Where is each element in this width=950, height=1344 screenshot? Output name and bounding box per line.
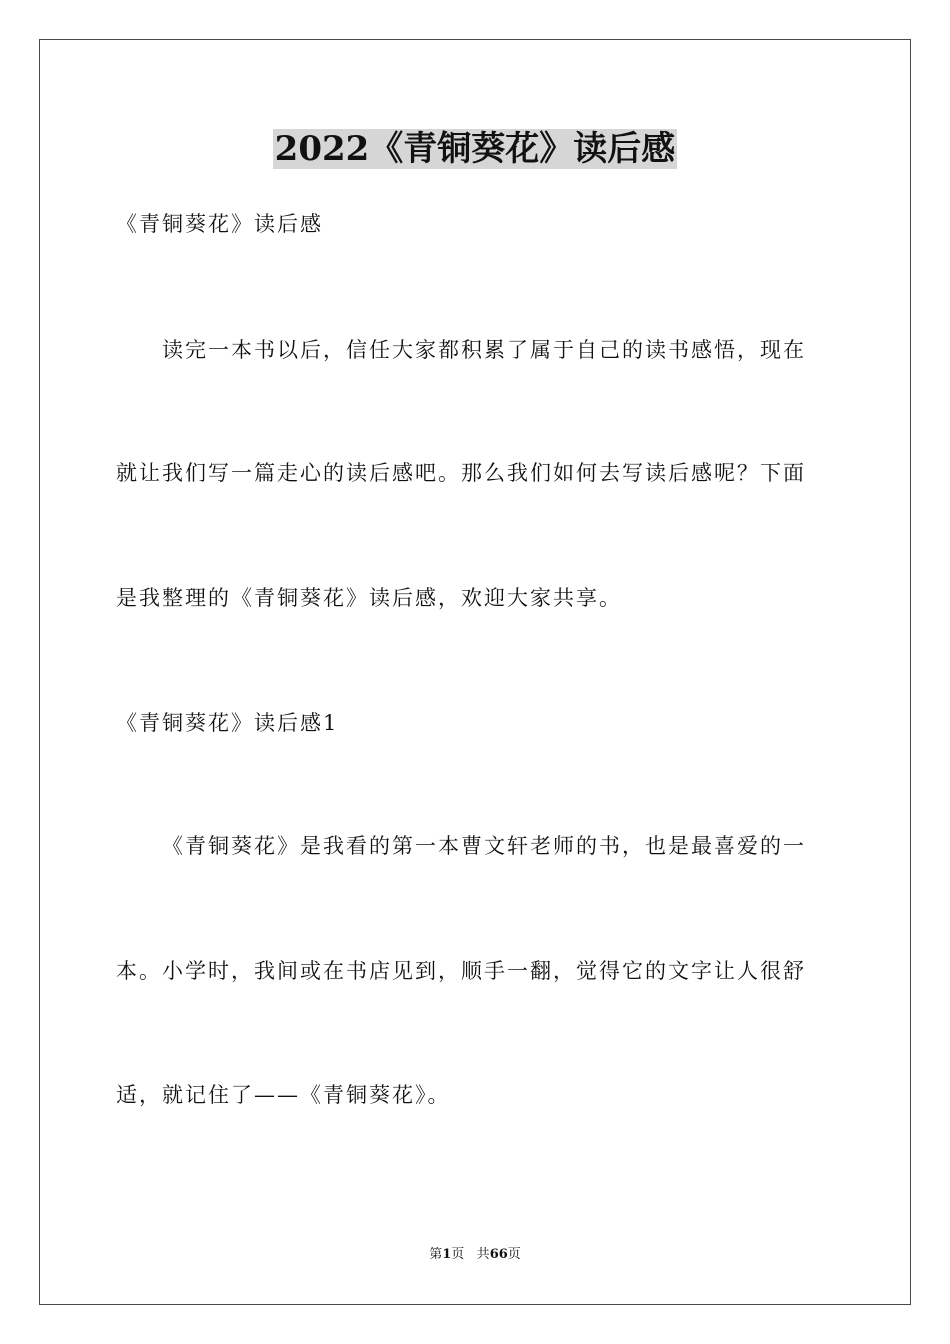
total-unit: 页	[507, 1247, 521, 1262]
page-footer	[0, 1246, 950, 1264]
page-current: 1	[442, 1247, 452, 1262]
document-subtitle: 《青铜葵花》读后感	[116, 212, 323, 236]
document-title	[0, 124, 950, 174]
total-prefix: 共	[476, 1247, 490, 1262]
paragraph-line: 本。小学时，我间或在书店见到，顺手一翻，觉得它的文字让人很舒	[116, 959, 806, 983]
paragraph-line: 就让我们写一篇走心的读后感吧。那么我们如何去写读后感呢？下面	[116, 461, 806, 485]
paragraph-line: 适，就记住了——《青铜葵花》。	[116, 1083, 451, 1107]
paragraph-line: 读完一本书以后，信任大家都积累了属于自己的读书感悟，现在	[162, 338, 806, 362]
document-title-text: 2022《青铜葵花》读后感	[274, 129, 676, 169]
page-total: 66	[489, 1247, 508, 1262]
page-prefix: 第	[429, 1247, 443, 1262]
paragraph-line: 《青铜葵花》是我看的第一本曹文轩老师的书，也是最喜爱的一	[162, 834, 806, 858]
page-unit: 页	[451, 1247, 465, 1262]
section-heading: 《青铜葵花》读后感1	[116, 711, 339, 735]
paragraph-line: 是我整理的《青铜葵花》读后感，欢迎大家共享。	[116, 586, 622, 610]
